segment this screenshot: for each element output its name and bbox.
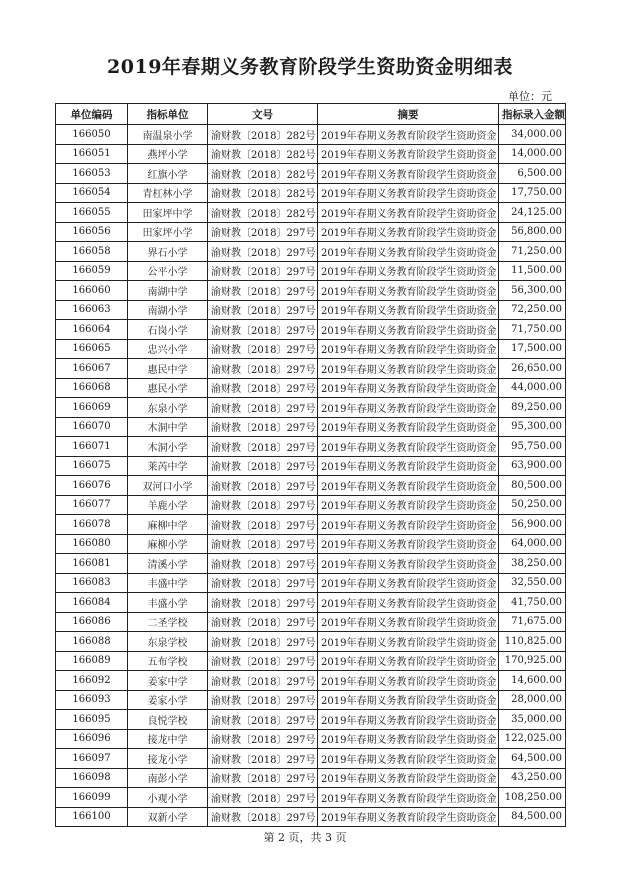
cell-unit-code: 166089	[56, 651, 128, 671]
table-row	[56, 378, 566, 398]
table-row	[56, 632, 566, 652]
header-unit-code: 单位编码	[56, 104, 128, 125]
table-row	[56, 671, 566, 691]
cell-unit-name: 东泉小学	[128, 398, 208, 418]
cell-doc-number: 渝财教〔2018〕297号	[208, 534, 318, 554]
cell-doc-number: 渝财教〔2018〕297号	[208, 261, 318, 281]
table-row	[56, 573, 566, 593]
cell-summary: 2019年春期义务教育阶段学生资助资金	[318, 222, 499, 242]
cell-summary: 2019年春期义务教育阶段学生资助资金	[318, 593, 499, 613]
unit-note: 单位：元	[508, 90, 552, 103]
table-row	[56, 144, 566, 164]
cell-unit-name: 接龙中学	[128, 729, 208, 749]
cell-doc-number: 渝财教〔2018〕297号	[208, 417, 318, 437]
cell-unit-code: 166051	[56, 144, 128, 164]
cell-amount: 64,000.00	[499, 534, 566, 554]
table-row	[56, 183, 566, 203]
cell-amount: 71,675.00	[499, 612, 566, 632]
cell-summary: 2019年春期义务教育阶段学生资助资金	[318, 417, 499, 437]
cell-unit-name: 接龙小学	[128, 749, 208, 769]
table-row	[56, 125, 566, 145]
table-row	[56, 222, 566, 242]
cell-amount: 50,250.00	[499, 495, 566, 515]
cell-doc-number: 渝财教〔2018〕297号	[208, 359, 318, 379]
table-row	[56, 261, 566, 281]
cell-unit-code: 166075	[56, 456, 128, 476]
cell-unit-name: 五布学校	[128, 651, 208, 671]
cell-unit-name: 惠民小学	[128, 378, 208, 398]
cell-summary: 2019年春期义务教育阶段学生资助资金	[318, 183, 499, 203]
table-header-row	[56, 104, 566, 125]
table-row	[56, 359, 566, 379]
cell-amount: 35,000.00	[499, 710, 566, 730]
cell-doc-number: 渝财教〔2018〕297号	[208, 515, 318, 535]
cell-amount: 95,750.00	[499, 437, 566, 457]
cell-summary: 2019年春期义务教育阶段学生资助资金	[318, 125, 499, 145]
cell-amount: 44,000.00	[499, 378, 566, 398]
cell-unit-name: 青杠林小学	[128, 183, 208, 203]
cell-amount: 17,500.00	[499, 339, 566, 359]
cell-summary: 2019年春期义务教育阶段学生资助资金	[318, 534, 499, 554]
cell-summary: 2019年春期义务教育阶段学生资助资金	[318, 320, 499, 340]
table-row	[56, 339, 566, 359]
cell-summary: 2019年春期义务教育阶段学生资助资金	[318, 300, 499, 320]
table-row	[56, 398, 566, 418]
cell-unit-name: 东泉学校	[128, 632, 208, 652]
cell-summary: 2019年春期义务教育阶段学生资助资金	[318, 768, 499, 788]
cell-doc-number: 渝财教〔2018〕297号	[208, 612, 318, 632]
cell-doc-number: 渝财教〔2018〕297号	[208, 788, 318, 808]
document-title: 2019年春期义务教育阶段学生资助资金明细表	[107, 56, 513, 78]
cell-unit-name: 公平小学	[128, 261, 208, 281]
cell-unit-code: 166076	[56, 476, 128, 496]
cell-summary: 2019年春期义务教育阶段学生资助资金	[318, 729, 499, 749]
cell-summary: 2019年春期义务教育阶段学生资助资金	[318, 573, 499, 593]
cell-doc-number: 渝财教〔2018〕297号	[208, 729, 318, 749]
cell-unit-code: 166096	[56, 729, 128, 749]
cell-unit-code: 166097	[56, 749, 128, 769]
cell-unit-name: 红旗小学	[128, 164, 208, 184]
cell-amount: 41,750.00	[499, 593, 566, 613]
cell-unit-name: 丰盛小学	[128, 593, 208, 613]
header-doc-number: 文号	[208, 104, 318, 125]
table-row	[56, 807, 566, 827]
cell-doc-number: 渝财教〔2018〕297号	[208, 476, 318, 496]
cell-summary: 2019年春期义务教育阶段学生资助资金	[318, 515, 499, 535]
cell-unit-name: 南温泉小学	[128, 125, 208, 145]
cell-amount: 14,600.00	[499, 671, 566, 691]
cell-unit-code: 166093	[56, 690, 128, 710]
cell-unit-code: 166081	[56, 554, 128, 574]
cell-unit-name: 清溪小学	[128, 554, 208, 574]
cell-amount: 6,500.00	[499, 164, 566, 184]
cell-summary: 2019年春期义务教育阶段学生资助资金	[318, 554, 499, 574]
cell-summary: 2019年春期义务教育阶段学生资助资金	[318, 281, 499, 301]
cell-doc-number: 渝财教〔2018〕297号	[208, 456, 318, 476]
cell-doc-number: 渝财教〔2018〕297号	[208, 222, 318, 242]
cell-amount: 26,650.00	[499, 359, 566, 379]
cell-summary: 2019年春期义务教育阶段学生资助资金	[318, 710, 499, 730]
cell-unit-name: 燕坪小学	[128, 144, 208, 164]
cell-summary: 2019年春期义务教育阶段学生资助资金	[318, 632, 499, 652]
table-row	[56, 437, 566, 457]
table-row	[56, 203, 566, 223]
cell-unit-code: 166060	[56, 281, 128, 301]
cell-doc-number: 渝财教〔2018〕297号	[208, 242, 318, 262]
cell-unit-code: 166050	[56, 125, 128, 145]
cell-summary: 2019年春期义务教育阶段学生资助资金	[318, 788, 499, 808]
cell-unit-code: 166070	[56, 417, 128, 437]
cell-unit-code: 166071	[56, 437, 128, 457]
cell-summary: 2019年春期义务教育阶段学生资助资金	[318, 398, 499, 418]
header-amount: 指标录入金额	[499, 104, 566, 125]
cell-doc-number: 渝财教〔2018〕297号	[208, 710, 318, 730]
cell-amount: 64,500.00	[499, 749, 566, 769]
cell-summary: 2019年春期义务教育阶段学生资助资金	[318, 437, 499, 457]
cell-unit-name: 丰盛中学	[128, 573, 208, 593]
cell-amount: 17,750.00	[499, 183, 566, 203]
cell-doc-number: 渝财教〔2018〕297号	[208, 554, 318, 574]
cell-unit-code: 166078	[56, 515, 128, 535]
cell-unit-code: 166080	[56, 534, 128, 554]
table-row	[56, 476, 566, 496]
cell-amount: 28,000.00	[499, 690, 566, 710]
table-row	[56, 456, 566, 476]
cell-unit-name: 小观小学	[128, 788, 208, 808]
cell-summary: 2019年春期义务教育阶段学生资助资金	[318, 651, 499, 671]
cell-amount: 11,500.00	[499, 261, 566, 281]
cell-unit-code: 166083	[56, 573, 128, 593]
cell-unit-code: 166077	[56, 495, 128, 515]
cell-unit-name: 南彭小学	[128, 768, 208, 788]
cell-unit-code: 166059	[56, 261, 128, 281]
table-row	[56, 554, 566, 574]
cell-unit-code: 166056	[56, 222, 128, 242]
cell-doc-number: 渝财教〔2018〕297号	[208, 573, 318, 593]
cell-amount: 56,300.00	[499, 281, 566, 301]
cell-unit-name: 二圣学校	[128, 612, 208, 632]
table-row	[56, 320, 566, 340]
cell-unit-code: 166095	[56, 710, 128, 730]
table-row	[56, 495, 566, 515]
cell-summary: 2019年春期义务教育阶段学生资助资金	[318, 144, 499, 164]
cell-unit-name: 惠民中学	[128, 359, 208, 379]
cell-amount: 56,800.00	[499, 222, 566, 242]
table-row	[56, 651, 566, 671]
cell-unit-name: 双河口小学	[128, 476, 208, 496]
cell-amount: 71,250.00	[499, 242, 566, 262]
cell-unit-name: 南湖中学	[128, 281, 208, 301]
cell-unit-code: 166053	[56, 164, 128, 184]
table-row	[56, 515, 566, 535]
cell-unit-code: 166088	[56, 632, 128, 652]
cell-doc-number: 渝财教〔2018〕297号	[208, 632, 318, 652]
cell-unit-name: 界石小学	[128, 242, 208, 262]
cell-amount: 34,000.00	[499, 125, 566, 145]
cell-unit-name: 双新小学	[128, 807, 208, 827]
cell-summary: 2019年春期义务教育阶段学生资助资金	[318, 359, 499, 379]
page-footer: 第 2 页，共 3 页	[263, 831, 347, 844]
cell-amount: 170,925.00	[499, 651, 566, 671]
cell-unit-code: 166063	[56, 300, 128, 320]
cell-summary: 2019年春期义务教育阶段学生资助资金	[318, 164, 499, 184]
table-row	[56, 300, 566, 320]
cell-amount: 95,300.00	[499, 417, 566, 437]
cell-unit-code: 166054	[56, 183, 128, 203]
cell-doc-number: 渝财教〔2018〕282号	[208, 203, 318, 223]
cell-doc-number: 渝财教〔2018〕297号	[208, 671, 318, 691]
table-row	[56, 690, 566, 710]
cell-summary: 2019年春期义务教育阶段学生资助资金	[318, 261, 499, 281]
cell-unit-name: 石岗小学	[128, 320, 208, 340]
cell-unit-code: 166092	[56, 671, 128, 691]
cell-unit-name: 莱芮中学	[128, 456, 208, 476]
cell-amount: 80,500.00	[499, 476, 566, 496]
cell-amount: 122,025.00	[499, 729, 566, 749]
cell-unit-name: 羊鹿小学	[128, 495, 208, 515]
cell-doc-number: 渝财教〔2018〕297号	[208, 437, 318, 457]
cell-doc-number: 渝财教〔2018〕282号	[208, 164, 318, 184]
cell-summary: 2019年春期义务教育阶段学生资助资金	[318, 339, 499, 359]
table-row	[56, 788, 566, 808]
funding-detail-table	[55, 103, 566, 827]
header-summary: 摘要	[318, 104, 499, 125]
cell-doc-number: 渝财教〔2018〕297号	[208, 495, 318, 515]
table-row	[56, 729, 566, 749]
cell-amount: 38,250.00	[499, 554, 566, 574]
cell-unit-code: 166058	[56, 242, 128, 262]
cell-doc-number: 渝财教〔2018〕297号	[208, 281, 318, 301]
cell-unit-code: 166098	[56, 768, 128, 788]
cell-doc-number: 渝财教〔2018〕297号	[208, 339, 318, 359]
cell-amount: 89,250.00	[499, 398, 566, 418]
cell-unit-name: 南湖小学	[128, 300, 208, 320]
header-unit-name: 指标单位	[128, 104, 208, 125]
cell-unit-code: 166055	[56, 203, 128, 223]
table-row	[56, 534, 566, 554]
table-row	[56, 710, 566, 730]
cell-unit-name: 姜家小学	[128, 690, 208, 710]
cell-summary: 2019年春期义务教育阶段学生资助资金	[318, 671, 499, 691]
cell-amount: 43,250.00	[499, 768, 566, 788]
cell-amount: 63,900.00	[499, 456, 566, 476]
cell-doc-number: 渝财教〔2018〕297号	[208, 651, 318, 671]
table-row	[56, 281, 566, 301]
cell-amount: 24,125.00	[499, 203, 566, 223]
cell-amount: 56,900.00	[499, 515, 566, 535]
cell-amount: 32,550.00	[499, 573, 566, 593]
cell-unit-code: 166100	[56, 807, 128, 827]
cell-amount: 108,250.00	[499, 788, 566, 808]
cell-summary: 2019年春期义务教育阶段学生资助资金	[318, 749, 499, 769]
cell-doc-number: 渝财教〔2018〕282号	[208, 125, 318, 145]
cell-doc-number: 渝财教〔2018〕282号	[208, 183, 318, 203]
cell-summary: 2019年春期义务教育阶段学生资助资金	[318, 807, 499, 827]
cell-doc-number: 渝财教〔2018〕297号	[208, 300, 318, 320]
cell-unit-name: 木洞中学	[128, 417, 208, 437]
cell-summary: 2019年春期义务教育阶段学生资助资金	[318, 612, 499, 632]
cell-unit-code: 166069	[56, 398, 128, 418]
cell-doc-number: 渝财教〔2018〕297号	[208, 768, 318, 788]
cell-unit-name: 忠兴小学	[128, 339, 208, 359]
cell-unit-name: 麻柳小学	[128, 534, 208, 554]
cell-summary: 2019年春期义务教育阶段学生资助资金	[318, 242, 499, 262]
table-row	[56, 749, 566, 769]
cell-unit-code: 166099	[56, 788, 128, 808]
cell-summary: 2019年春期义务教育阶段学生资助资金	[318, 476, 499, 496]
cell-unit-name: 麻柳中学	[128, 515, 208, 535]
table-body	[56, 125, 566, 827]
cell-amount: 110,825.00	[499, 632, 566, 652]
cell-unit-code: 166067	[56, 359, 128, 379]
cell-doc-number: 渝财教〔2018〕297号	[208, 807, 318, 827]
cell-summary: 2019年春期义务教育阶段学生资助资金	[318, 495, 499, 515]
cell-doc-number: 渝财教〔2018〕297号	[208, 320, 318, 340]
table-row	[56, 612, 566, 632]
cell-unit-code: 166065	[56, 339, 128, 359]
cell-unit-code: 166084	[56, 593, 128, 613]
table-row	[56, 242, 566, 262]
cell-unit-code: 166068	[56, 378, 128, 398]
cell-unit-name: 田家坪小学	[128, 222, 208, 242]
cell-summary: 2019年春期义务教育阶段学生资助资金	[318, 690, 499, 710]
cell-unit-name: 田家坪中学	[128, 203, 208, 223]
cell-summary: 2019年春期义务教育阶段学生资助资金	[318, 456, 499, 476]
cell-doc-number: 渝财教〔2018〕297号	[208, 593, 318, 613]
cell-amount: 84,500.00	[499, 807, 566, 827]
cell-doc-number: 渝财教〔2018〕297号	[208, 398, 318, 418]
table-row	[56, 417, 566, 437]
cell-doc-number: 渝财教〔2018〕282号	[208, 144, 318, 164]
cell-doc-number: 渝财教〔2018〕297号	[208, 749, 318, 769]
cell-doc-number: 渝财教〔2018〕297号	[208, 378, 318, 398]
cell-doc-number: 渝财教〔2018〕297号	[208, 690, 318, 710]
cell-amount: 14,000.00	[499, 144, 566, 164]
cell-unit-code: 166086	[56, 612, 128, 632]
table-row	[56, 164, 566, 184]
cell-amount: 71,750.00	[499, 320, 566, 340]
cell-unit-name: 木洞小学	[128, 437, 208, 457]
cell-summary: 2019年春期义务教育阶段学生资助资金	[318, 203, 499, 223]
table-row	[56, 768, 566, 788]
cell-amount: 72,250.00	[499, 300, 566, 320]
cell-unit-code: 166064	[56, 320, 128, 340]
cell-unit-name: 姜家中学	[128, 671, 208, 691]
table-row	[56, 593, 566, 613]
cell-summary: 2019年春期义务教育阶段学生资助资金	[318, 378, 499, 398]
cell-unit-name: 良悦学校	[128, 710, 208, 730]
